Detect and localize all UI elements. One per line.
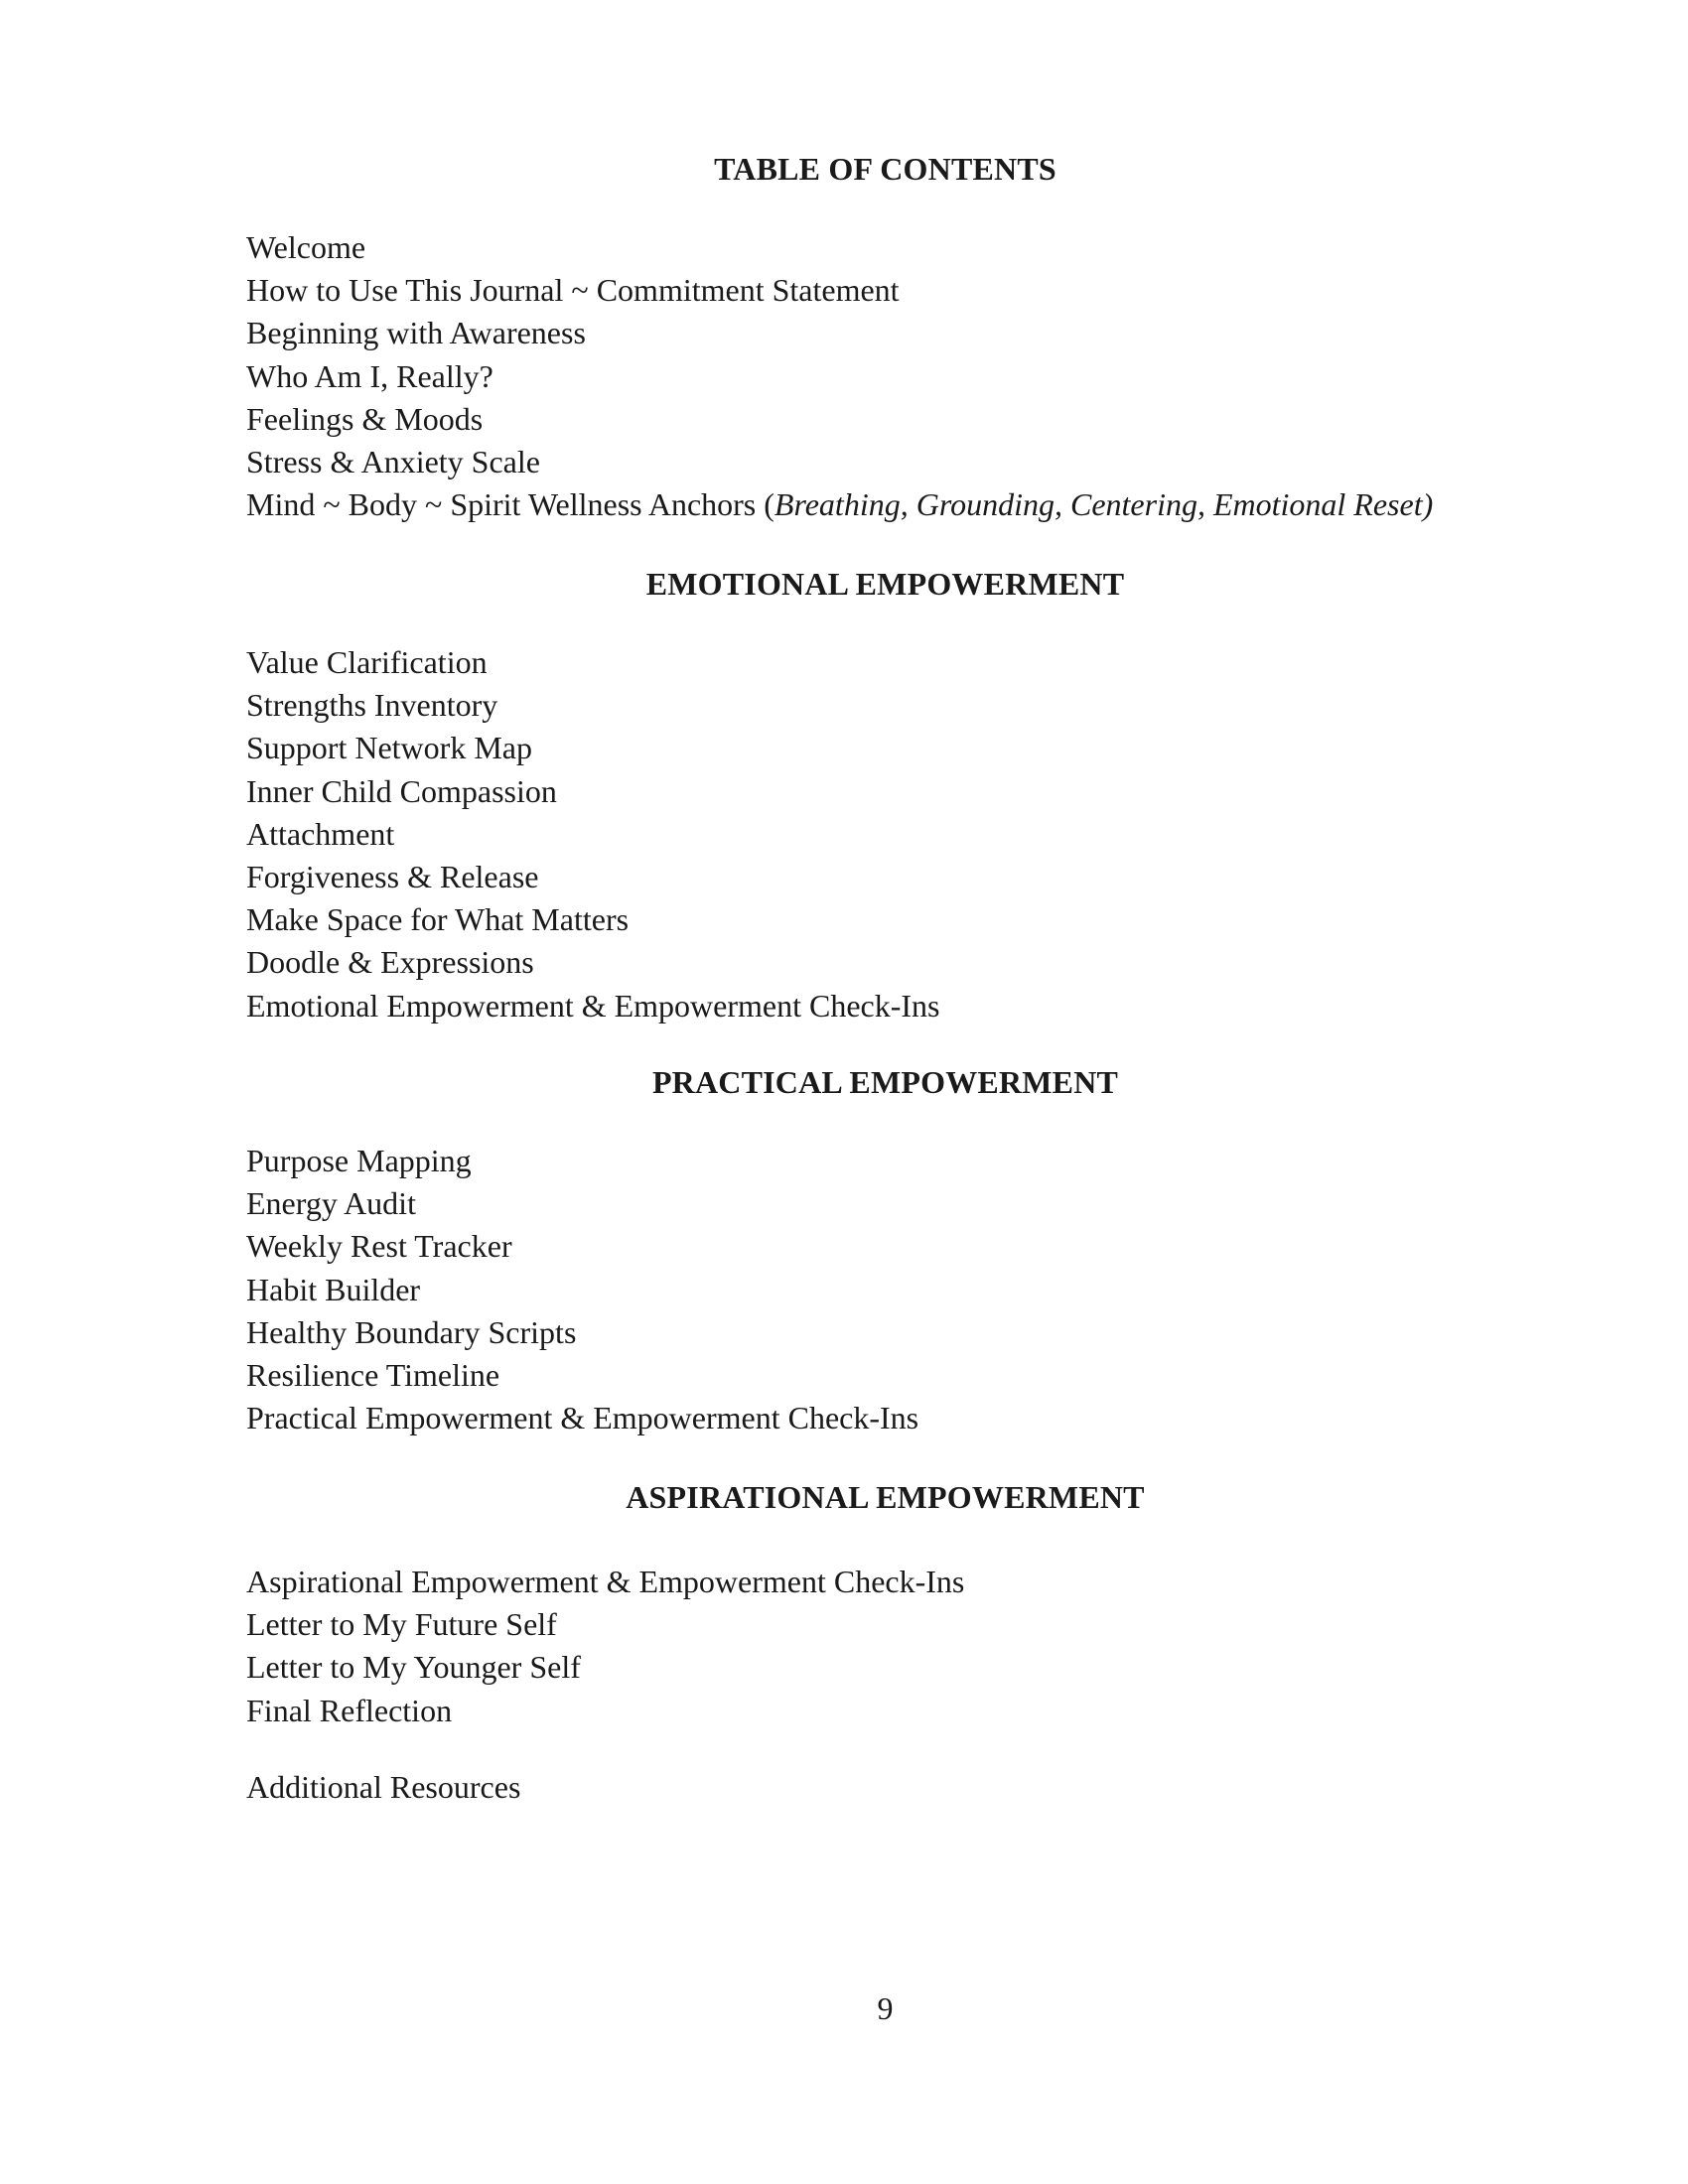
toc-entry: How to Use This Journal ~ Commitment Statement (246, 272, 900, 309)
toc-entry: Value Clarification (246, 644, 488, 680)
aspirational-list (246, 1561, 964, 1732)
toc-entry: Strengths Inventory (246, 687, 498, 724)
toc-entry: Practical Empowerment & Empowerment Check-Ins (246, 1400, 919, 1436)
practical-list (246, 1140, 918, 1439)
toc-entry-anchors (246, 483, 1433, 526)
toc-entry: Weekly Rest Tracker (246, 1228, 512, 1265)
toc-entry: Aspirational Empowerment & Empowerment Check-Ins (246, 1564, 965, 1599)
anchors-label: Mind ~ Body ~ Spirit Wellness Anchors ( (246, 486, 774, 523)
toc-entry: Energy Audit (246, 1185, 416, 1222)
toc-entry: Healthy Boundary Scripts (246, 1313, 577, 1350)
toc-entry: Doodle & Expressions (246, 944, 534, 981)
toc-entry: Emotional Empowerment & Empowerment Check-Ins (246, 987, 940, 1024)
anchors-italic-detail: Breathing, Grounding, Centering, Emotional Reset) (774, 486, 1434, 523)
toc-entry: Make Space for What Matters (246, 901, 630, 938)
toc-entry: Who Am I, Really? (246, 357, 493, 394)
toc-entry: Letter to My Younger Self (246, 1649, 581, 1686)
page-title: TABLE OF CONTENTS (714, 151, 1056, 187)
toc-entry: Support Network Map (246, 730, 532, 766)
toc-entry: Stress & Anxiety Scale (246, 443, 540, 479)
page-number: 9 (877, 1990, 894, 2026)
toc-entry: Feelings & Moods (246, 400, 484, 437)
section-heading-emotional: EMOTIONAL EMPOWERMENT (645, 566, 1125, 602)
intro-list (246, 226, 1433, 526)
toc-entry: Attachment (246, 815, 395, 852)
toc-entry: Habit Builder (246, 1271, 421, 1307)
section-heading-aspirational: ASPIRATIONAL EMPOWERMENT (626, 1479, 1145, 1515)
toc-entry: Beginning with Awareness (246, 315, 586, 351)
emotional-list (246, 641, 940, 1027)
toc-entry-additional-resources: Additional Resources (246, 1769, 521, 1805)
toc-entry: Final Reflection (246, 1692, 453, 1728)
toc-entry: Purpose Mapping (246, 1143, 472, 1178)
toc-entry: Forgiveness & Release (246, 858, 539, 894)
section-heading-practical: PRACTICAL EMPOWERMENT (651, 1064, 1119, 1100)
toc-entry: Inner Child Compassion (246, 772, 557, 809)
toc-entry: Resilience Timeline (246, 1356, 500, 1393)
toc-entry: Welcome (246, 229, 366, 265)
toc-entry: Letter to My Future Self (246, 1606, 557, 1643)
